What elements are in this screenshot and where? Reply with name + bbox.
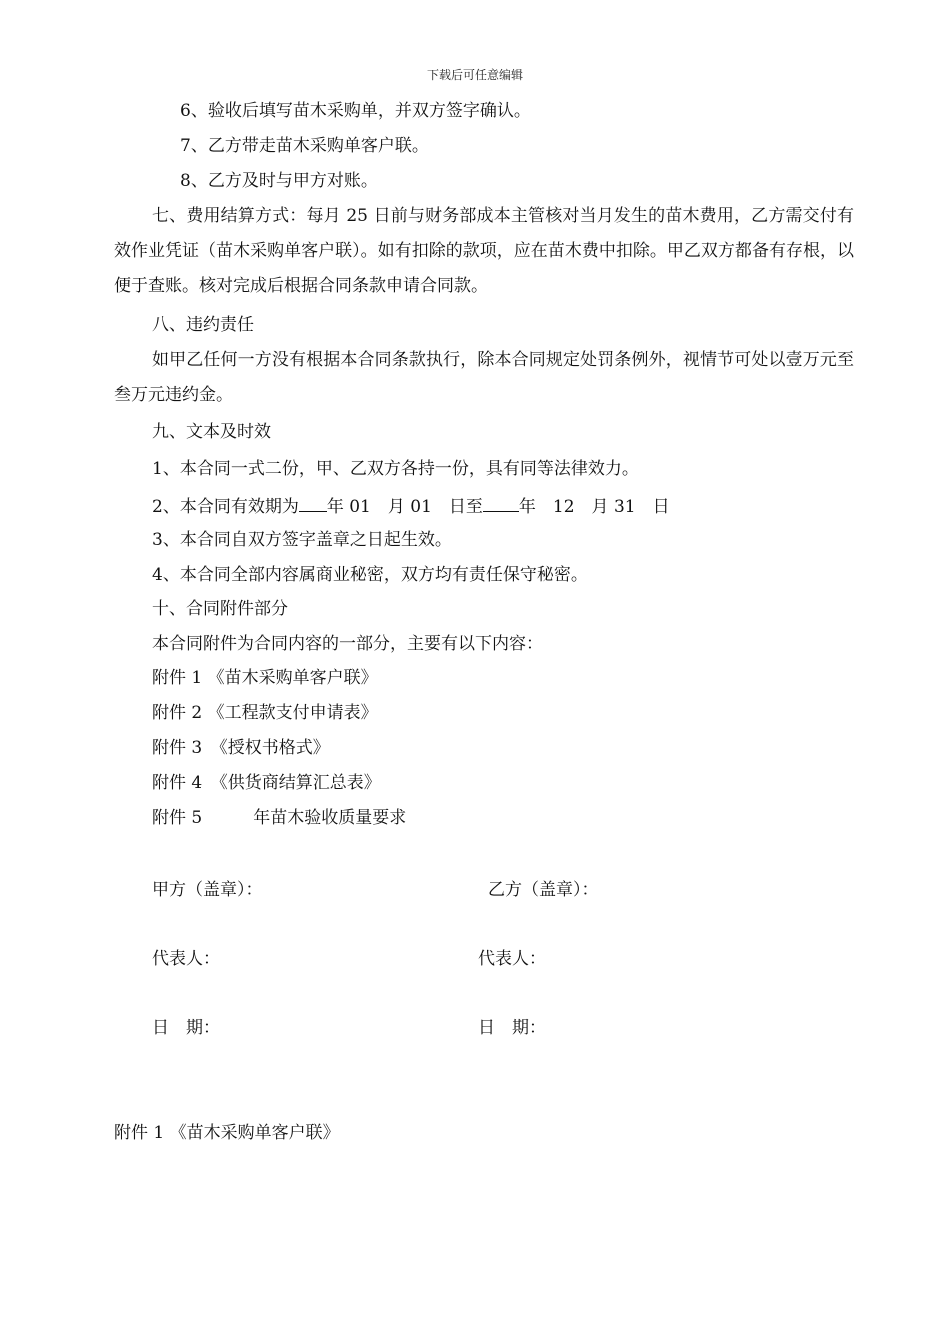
party-b-representative-label: 代表人： xyxy=(478,949,546,969)
year-blank-1 xyxy=(299,493,327,512)
party-b-date-label: 日 期： xyxy=(478,1018,546,1038)
party-a-date-label: 日 期： xyxy=(152,1018,220,1038)
step-7: 7、乙方带走苗木采购单客户联。 xyxy=(180,136,429,156)
party-b-seal-label: 乙方（盖章）： xyxy=(488,880,599,900)
party-a-seal-label: 甲方（盖章）： xyxy=(152,880,263,900)
validity-end: 年 12 月 31 日 xyxy=(518,497,670,517)
section-9-item-3: 3、本合同自双方签字盖章之日起生效。 xyxy=(152,530,452,550)
section-10-intro: 本合同附件为合同内容的一部分，主要有以下内容： xyxy=(152,634,543,654)
section-9-heading: 九、文本及时效 xyxy=(152,422,271,442)
attachment-item: 附件 1 《苗木采购单客户联》 xyxy=(152,668,378,688)
year-blank-2 xyxy=(483,493,519,512)
attachment-item: 附件 3 《授权书格式》 xyxy=(152,738,330,758)
step-8: 8、乙方及时与甲方对账。 xyxy=(180,171,378,191)
header-note: 下载后可任意编辑 xyxy=(426,68,523,82)
section-9-item-4: 4、本合同全部内容属商业秘密，双方均有责任保守秘密。 xyxy=(152,565,588,585)
validity-start: 年 01 月 01 日至 xyxy=(326,497,483,517)
section-7-paragraph: 七、费用结算方式：每月 25 日前与财务部成本主管核对当月发生的苗木费用，乙方需交付有效作业凭证（苗木采购单客户联）。如有扣除的款项，应在苗木费中扣除。甲乙双方都备有存根，以便于查账。核对完成后根据合同条款申请合同款。 xyxy=(114,206,854,296)
step-6: 6、验收后填写苗木采购单，并双方签字确认。 xyxy=(180,101,531,121)
attachment-item: 附件 4 《供货商结算汇总表》 xyxy=(152,773,381,793)
section-8-body: 如甲乙任何一方没有根据本合同条款执行，除本合同规定处罚条例外，视情节可处以壹万元至叁万元违约金。 xyxy=(114,350,854,405)
section-8-heading: 八、违约责任 xyxy=(152,315,254,335)
attachment-item: 附件 5 年苗木验收质量要求 xyxy=(152,808,407,828)
section-10-heading: 十、合同附件部分 xyxy=(152,599,288,619)
validity-prefix: 2、本合同有效期为 xyxy=(152,497,299,517)
attachment-item: 附件 2 《工程款支付申请表》 xyxy=(152,703,378,723)
section-9-item-2 xyxy=(152,493,670,519)
section-9-item-1: 1、本合同一式二份，甲、乙双方各持一份，具有同等法律效力。 xyxy=(152,459,639,479)
party-a-representative-label: 代表人： xyxy=(152,949,220,969)
footer-attachment-title: 附件 1 《苗木采购单客户联》 xyxy=(114,1123,340,1143)
